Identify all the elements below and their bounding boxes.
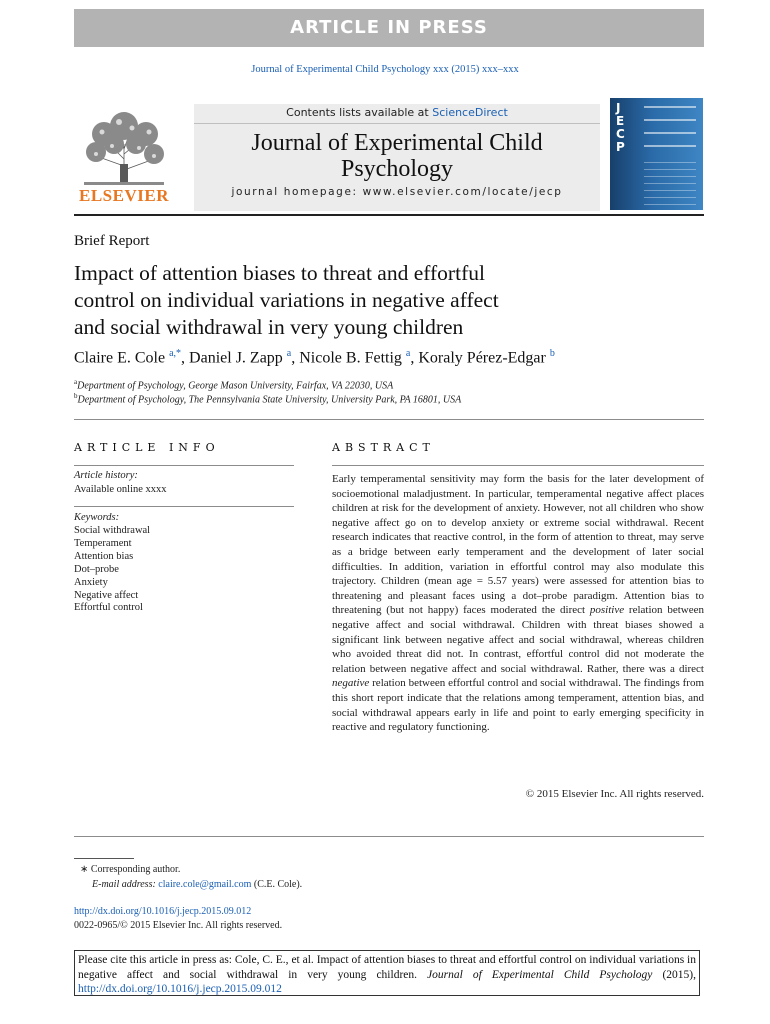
affiliation-text: Department of Psychology, George Mason University, Fairfax, VA 22030, USA [77, 380, 394, 392]
author-separator: , [291, 349, 300, 367]
journal-homepage[interactable]: journal homepage: www.elsevier.com/locate/jecp [231, 186, 563, 198]
citation-journal: Journal of Experimental Child Psychology [427, 968, 653, 981]
article-history-value: Available online xxxx [74, 484, 167, 495]
keyword-list [74, 525, 150, 615]
author-email-link[interactable]: claire.cole@gmail.com [158, 879, 252, 890]
affiliations-divider [74, 419, 704, 420]
abstract-emphasis: negative [332, 677, 370, 690]
keyword-item: Temperament [74, 537, 132, 549]
cover-fine-print [644, 162, 696, 211]
affiliation-b [74, 392, 704, 405]
abstract-text: relation between negative affect and social withdrawal. Children with threat biases showed a significant link between negative affect and social withdrawal, whereas children who avoided threat did not. In contrast, effortful control did not moderate the relation between negative affect and social withdrawal. Rather, there was a direct [332, 604, 704, 675]
keyword-item: Negative affect [74, 589, 139, 601]
keyword-item: Effortful control [74, 602, 143, 614]
author-affiliation-marker[interactable]: b [549, 348, 555, 359]
abstract-divider [332, 465, 704, 466]
keyword-item: Social withdrawal [74, 525, 151, 536]
cover-letter: P [616, 140, 625, 154]
email-suffix: (C.E. Cole). [251, 879, 303, 890]
section-label: Brief Report [74, 233, 150, 249]
author-affiliation-marker[interactable]: a,* [169, 348, 182, 359]
title-line-1: Impact of attention biases to threat and effortful [74, 261, 485, 285]
abstract-text: relation between effortful control and social withdrawal. The findings from this short report indicate that the relations among temperament, attention bias, and social withdrawal appears early in life and point to early emerging specificity in reactive and regulatory functioning. [332, 677, 704, 734]
keyword-item: Attention bias [74, 550, 134, 562]
author-name: Nicole B. Fettig [299, 349, 402, 367]
article-info-divider [74, 465, 294, 466]
journal-title-line-1: Journal of Experimental Child [251, 130, 543, 156]
contents-prefix: Contents lists available at [286, 106, 433, 119]
contents-available-line [194, 106, 600, 119]
abstract-emphasis: positive [589, 604, 625, 617]
journal-reference-link[interactable]: Journal of Experimental Child Psychology xxx (2015) xxx–xxx [251, 64, 519, 75]
elsevier-wordmark: ELSEVIER [79, 186, 169, 205]
header-rule [74, 214, 704, 216]
citation-box [74, 950, 700, 996]
abstract-text: Early temperamental sensitivity may form the basis for the later development of socioemotional maladjustment. In particular, temperamental negative affect places children at risk for the development of anxiety. However, not all children who show negative affect go on to develop anxiety or extreme social withdrawal. Recent research indicates that reactive control, in the form of attention to threat, may serve as a bridge between early temperament and the development of later social difficulties. In addition, variation in effortful control may also modulate this trajectory. Children (mean age = 5.57 years) were assessed for attention bias to threatening and pleasant faces using a dot–probe paradigm. Attention bias to threatening (but not happy) faces moderated the direct [332, 473, 704, 617]
journal-title [194, 130, 600, 182]
keywords-divider [74, 506, 294, 507]
masthead-divider [194, 123, 600, 124]
cover-letter: J [616, 101, 621, 115]
title-line-2: control on individual variations in negative affect [74, 288, 499, 312]
abstract-copyright: © 2015 Elsevier Inc. All rights reserved. [525, 788, 704, 800]
affiliation-label: b [74, 392, 78, 400]
keyword-item: Dot–probe [74, 563, 119, 575]
abstract-body [332, 472, 704, 735]
author-list [74, 348, 704, 367]
journal-title-line-2: Psychology [340, 156, 453, 182]
cover-title-lines [644, 106, 696, 158]
author-name: Claire E. Cole [74, 349, 166, 367]
keywords-label: Keywords: [74, 512, 120, 523]
citation-text: Please cite this article in press as: Cole, C. E., et al. Impact of attention biases to threat and effortful control on individual variations in negative affect and social withdrawal in very young children. [78, 954, 696, 981]
affiliation-a [74, 378, 704, 391]
author-name: Koraly Pérez-Edgar [418, 349, 546, 367]
cover-acronym [616, 102, 636, 154]
email-label: E-mail address: [92, 879, 156, 890]
author-affiliation-marker[interactable]: a [286, 348, 292, 359]
sciencedirect-link[interactable]: ScienceDirect [432, 106, 508, 119]
cover-letter: E [616, 114, 625, 128]
journal-masthead [194, 104, 600, 211]
email-footnote [92, 879, 302, 890]
author-affiliation-marker[interactable]: a [405, 348, 411, 359]
article-info-heading: ARTICLE INFO [74, 441, 220, 454]
article-history-label: Article history: [74, 470, 138, 481]
author-separator: , [410, 349, 419, 367]
issn-copyright: 0022-0965/© 2015 Elsevier Inc. All rights reserved. [74, 920, 283, 931]
abstract-bottom-divider [74, 836, 704, 837]
corresponding-author-note: ∗ Corresponding author. [80, 864, 181, 875]
footnote-rule [74, 858, 134, 859]
keyword-item: Anxiety [74, 576, 108, 588]
author-name: Daniel J. Zapp [189, 349, 283, 367]
journal-cover-image [610, 98, 703, 210]
article-in-press-banner: ARTICLE IN PRESS [74, 9, 704, 47]
affiliation-text: Department of Psychology, The Pennsylvania State University, University Park, PA 16801, USA [77, 394, 462, 406]
citation-text: (2015), [652, 968, 696, 981]
doi-link[interactable]: http://dx.doi.org/10.1016/j.jecp.2015.09.012 [74, 906, 252, 917]
title-line-3: and social withdrawal in very young children [74, 315, 464, 339]
affiliation-label: a [74, 378, 78, 386]
article-title [74, 260, 634, 341]
author-separator: , [181, 349, 190, 367]
cover-letter: C [616, 127, 625, 141]
citation-doi-link[interactable]: http://dx.doi.org/10.1016/j.jecp.2015.09.012 [78, 983, 282, 995]
abstract-heading: ABSTRACT [332, 441, 435, 454]
